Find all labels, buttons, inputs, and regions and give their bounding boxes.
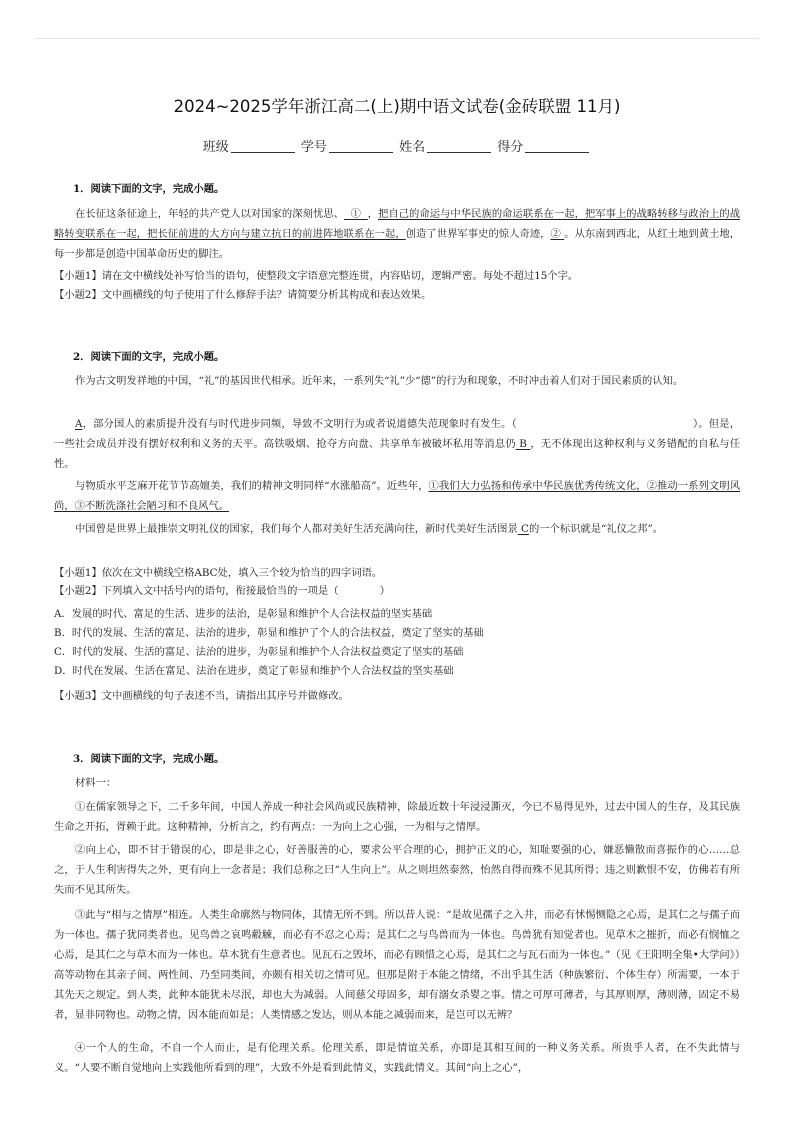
q3-material-label: 材料一： xyxy=(75,777,117,789)
id-blank[interactable] xyxy=(329,140,393,153)
student-info-line xyxy=(0,136,794,155)
q2-option-b[interactable]: B．时代的发展、生活的富足、法治的进步，彰显和维护了个人的合法权益，奠定了坚实的基础 xyxy=(54,627,484,639)
q1-text-b: ， xyxy=(367,208,379,220)
class-blank[interactable] xyxy=(231,140,295,153)
q2-subquestion-2: 【小题2】下列填入文中括号内的语句，衔接最恰当的一项是（ ） xyxy=(54,585,391,597)
q2-heading: 2．阅读下面的文字，完成小题。 xyxy=(73,351,225,363)
q2-blank-b: B xyxy=(519,438,527,450)
q1-blank-2: ② xyxy=(550,228,561,240)
q3-paragraph-4: ④一个人的生命，不自一个人而止，是有伦理关系。伦理关系，即是情谊关系，亦即是其相互间的一种义务关系。所贵乎人者，在不失此情与义。“人要不断自觉地向上实践他所看到的理”，大致不外是看到此情义，实践此情义。其间“向上之心”， xyxy=(54,1042,740,1074)
q2-blank-c: C xyxy=(521,523,529,535)
q3-paragraph-2: ②向上心，即不甘于错误的心，即是非之心，好善服善的心，要求公平合理的心，拥护正义的心，知耻要强的心，嫌恶懒散而喜振作的心……总之，于人生利害得失之外，更有向上一念者是；我们总称之曰“人生向上”。从之则坦然泰然，怡然自得而殊不见其所得；违之则歉恨不安，仿佛若有所失而不见其所失。 xyxy=(54,844,740,896)
exam-title: 2024~2025学年浙江高二(上)期中语文试卷(金砖联盟 11月) xyxy=(173,97,621,116)
q3-paragraph-3: ③此与“相与之情厚”相连。人类生命廓然与物同体，其情无所不到。所以昔人说：“是故见孺子之入井，而必有怵惕恻隐之心焉，是其仁之与孺子而为一体也。孺子犹同类者也。见鸟兽之哀鸣觳觫，而必有不忍之心焉；是其仁之与鸟兽而为一体也。鸟兽犹有知觉者也。见草木之摧折，而必有悯恤之心焉，是其仁之与草木而为一体也。草木犹有生意者也。见瓦石之毁坏，而必有顾惜之心焉，是其仁之与瓦石而为一体也。”（见《王阳明全集•大学问》）高等动物在其亲子间、两性间、乃至同类间，亦颇有相关切之情可见。但那是附于本能之情绪，不出乎其生活（种族繁衍、个体生存）所需要，一本于其先天之规定。到人类，此种本能犹未尽泯，却也大为减弱。人间慈父母固多，却有溺女杀婴之事。情之可厚可薄者，与其厚则厚，薄则薄，固定不易者，显非同物也。动物之情，因本能而如是；人类情感之发达，则从本能之减弱而来，是岂可以无辨？ xyxy=(54,909,740,1021)
q1-blank-1: ① xyxy=(350,208,361,220)
score-label: 得分 xyxy=(497,140,524,155)
page-top-rule xyxy=(35,38,759,39)
q1-text-a: 在长征这条征途上，年轻的共产党人以对国家的深刻忧思、 xyxy=(75,208,344,220)
q2-paragraph-2: A，部分国人的素质提升没有与时代进步同频，导致不文明行为或者说道德失范现象时有发生。（ ）。但是，一些社会成员并没有摆好权利和义务的天平。高铁吸烟、抢夺方向盘、共享单车被破坏私用等消息仍 B ，无不体现出这种权利与义务错配的自私与任性。 xyxy=(54,418,741,470)
q2-option-c[interactable]: C．时代的发展、生活的富足、法治的进步，为彰显和维护个人合法权益奠定了坚实的基础 xyxy=(54,646,464,658)
q2-blank-a: A xyxy=(75,418,83,430)
q1-text-c: 创造了世界军事史的惊人奇迹， xyxy=(405,228,551,240)
q2-paragraph-1: 作为古文明发祥地的中国，“礼”的基因世代相承。近年来，一系列失“礼”少“德”的行为和现象，不时冲击着人们对于国民素质的认知。 xyxy=(75,375,684,387)
name-blank[interactable] xyxy=(427,140,491,153)
id-label: 学号 xyxy=(300,140,327,155)
q1-heading: 1．阅读下面的文字，完成小题。 xyxy=(73,183,225,195)
q1-subquestion-2: 【小题2】文中画横线的句子使用了什么修辞手法？请简要分析其构成和表达效果。 xyxy=(54,289,432,301)
q3-heading: 3．阅读下面的文字，完成小题。 xyxy=(73,753,225,765)
class-label: 班级 xyxy=(202,140,229,155)
q2-option-a[interactable]: A．发展的时代、富足的生活、进步的法治，是彰显和维护个人合法权益的坚实基础 xyxy=(54,608,433,620)
q1-underlined-sentence: 把自己的命运与中华民族的命运联系在一起，把军事上的战略转移与政治上的战略转变联系在一起，把长征前进的大方向与建立抗日的前进阵地联系在一起， xyxy=(54,208,741,240)
q2-subquestion-3: 【小题3】文中画横线的句子表述不当，请指出其序号并做修改。 xyxy=(54,690,349,702)
q2-underlined-sentence: ①我们大力弘扬和传承中华民族优秀传统文化，②推动一系列文明风尚，③不断洗涤社会陋习和不良风气。 xyxy=(54,480,741,512)
q1-passage xyxy=(54,204,740,264)
q2-subquestion-1: 【小题1】依次在文中横线空格ABC处，填入三个较为恰当的四字词语。 xyxy=(54,567,383,579)
q2-option-d[interactable]: D．时代在发展、生活在富足、法治在进步，奠定了彰显和维护个人合法权益的坚实基础 xyxy=(54,665,454,677)
q1-subquestion-1: 【小题1】请在文中横线处补写恰当的语句，使整段文字语意完整连贯，内容贴切，逻辑严密。每处不超过15个字。 xyxy=(54,270,579,282)
q3-paragraph-1: ①在儒家领导之下，二千多年间，中国人养成一种社会风尚或民族精神，除最近数十年浸浸澌灭，今已不易得见外，过去中国人的生存，及其民族生命之开拓，胥赖于此。这种精神，分析言之，约有两点：一为向上之心强，一为相与之情厚。 xyxy=(54,801,740,833)
q2-paragraph-3: 与物质水平芝麻开花节节高嬗美，我们的精神文明同样“水涨船高”。近些年，①我们大力弘扬和传承中华民族优秀传统文化，②推动一系列文明风尚，③不断洗涤社会陋习和不良风气。 xyxy=(54,480,741,512)
q2-paragraph-4: 中国曾是世界上最推崇文明礼仪的国家，我们每个人都对美好生活充满向往，新时代美好生活图景 C的一个标识就是“礼仪之邦”。 xyxy=(75,523,664,535)
name-label: 姓名 xyxy=(399,140,426,155)
q1-text-d: 。从东南到西北，从红土地到黄土地，每一步都是创造中国革命历史的脚注。 xyxy=(54,228,741,260)
score-blank[interactable] xyxy=(525,140,589,153)
